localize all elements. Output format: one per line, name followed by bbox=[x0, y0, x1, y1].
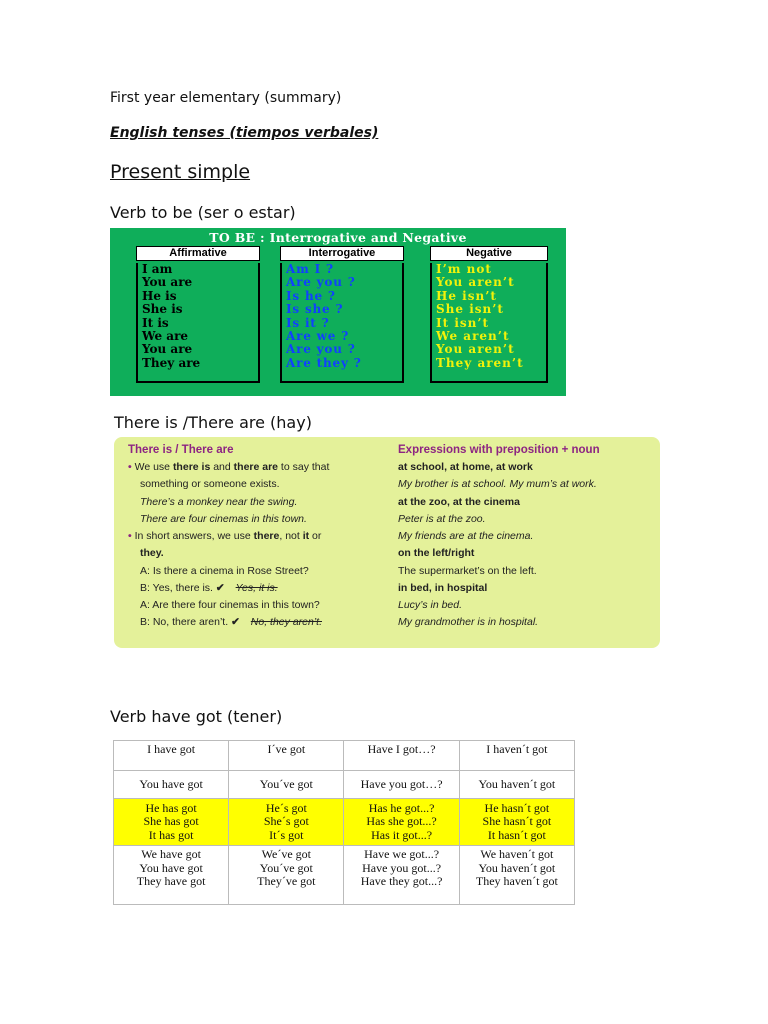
there-is-line: There are four cinemas in this town. bbox=[140, 513, 307, 525]
to-be-row: They are bbox=[142, 355, 201, 370]
there-is-heading: There is /There are (hay) bbox=[114, 413, 312, 432]
to-be-row: I am bbox=[142, 262, 173, 276]
line-bold: there are bbox=[233, 461, 279, 473]
line-text: We use bbox=[131, 461, 173, 473]
line-text: B: Yes, there is. bbox=[140, 582, 213, 594]
negative-header: Negative bbox=[430, 246, 548, 261]
to-be-row: He isn’t bbox=[436, 288, 497, 303]
table-cell: You haven´t got bbox=[459, 771, 574, 799]
expression-line: My brother is at school. My mum’s at work. bbox=[398, 478, 597, 490]
to-be-row: You are bbox=[142, 275, 193, 290]
table-row bbox=[114, 846, 575, 905]
there-is-line: A: Is there a cinema in Rose Street? bbox=[140, 565, 309, 577]
line-text: , not bbox=[279, 530, 303, 542]
to-be-row: They aren’t bbox=[436, 355, 524, 370]
to-be-row: Are we ? bbox=[286, 328, 350, 343]
table-cell: Has he got...? Has she got...? Has it got...? bbox=[344, 799, 459, 846]
to-be-row: We aren’t bbox=[436, 328, 510, 343]
expression-line: on the left/right bbox=[398, 547, 475, 559]
expression-line: My friends are at the cinema. bbox=[398, 530, 534, 542]
table-cell: You´ve got bbox=[229, 771, 344, 799]
to-be-chart bbox=[110, 228, 566, 396]
table-cell: He has got She has got It has got bbox=[114, 799, 229, 846]
line-bold: it bbox=[302, 530, 310, 542]
summary-title: First year elementary (summary) bbox=[110, 90, 342, 106]
to-be-row: Am I ? bbox=[286, 262, 334, 276]
line-text: or bbox=[309, 530, 322, 542]
there-is-line bbox=[128, 530, 321, 543]
expression-line: at the zoo, at the cinema bbox=[398, 496, 520, 508]
have-got-heading: Verb have got (tener) bbox=[110, 707, 283, 726]
table-cell: We´ve got You´ve got They´ve got bbox=[229, 846, 344, 905]
table-cell: I´ve got bbox=[229, 741, 344, 771]
to-be-row: It isn’t bbox=[436, 315, 490, 330]
table-row-highlighted bbox=[114, 799, 575, 846]
to-be-row: It is bbox=[142, 315, 169, 330]
table-cell: Have we got...? Have you got...? Have they got...? bbox=[344, 846, 459, 905]
to-be-row: Are they ? bbox=[286, 355, 362, 370]
to-be-row: We are bbox=[142, 328, 189, 343]
table-cell: I have got bbox=[114, 741, 229, 771]
to-be-row: I’m not bbox=[436, 262, 492, 276]
wrong-answer: Yes, it is. bbox=[235, 582, 278, 594]
wrong-answer: No, they aren’t. bbox=[250, 616, 322, 628]
line-bold: there is bbox=[172, 461, 211, 473]
tenses-title: English tenses (tiempos verbales) bbox=[110, 125, 379, 141]
interrogative-column bbox=[280, 246, 404, 383]
table-cell: We have got You have got They have got bbox=[114, 846, 229, 905]
to-be-row: Are you ? bbox=[286, 275, 356, 290]
there-is-line bbox=[128, 461, 329, 474]
there-is-line bbox=[140, 616, 322, 629]
to-be-row: Is it ? bbox=[286, 315, 330, 330]
interrogative-header: Interrogative bbox=[280, 246, 404, 261]
there-is-title: There is / There are bbox=[128, 444, 234, 456]
bullet: • bbox=[128, 530, 132, 542]
to-be-row: She is bbox=[142, 302, 183, 317]
table-row bbox=[114, 771, 575, 799]
to-be-row: You aren’t bbox=[436, 275, 515, 290]
affirmative-header: Affirmative bbox=[136, 246, 260, 261]
expression-line: Lucy’s in bed. bbox=[398, 599, 463, 611]
expression-line: in bed, in hospital bbox=[398, 582, 488, 594]
to-be-row: Is he ? bbox=[286, 288, 336, 303]
expression-line: My grandmother is in hospital. bbox=[398, 616, 539, 628]
to-be-row: Are you ? bbox=[286, 342, 356, 357]
to-be-row: He is bbox=[142, 288, 177, 303]
to-be-title: TO BE : Interrogative and Negative bbox=[209, 230, 467, 245]
there-is-line: A: Are there four cinemas in this town? bbox=[140, 599, 320, 611]
expressions-title: Expressions with preposition + noun bbox=[398, 444, 600, 456]
line-text: to say that bbox=[278, 461, 330, 473]
verb-to-be-heading: Verb to be (ser o estar) bbox=[110, 203, 296, 222]
to-be-row: Is she ? bbox=[286, 302, 344, 317]
table-cell: You have got bbox=[114, 771, 229, 799]
table-cell: Have I got…? bbox=[344, 741, 459, 771]
table-cell: I haven´t got bbox=[459, 741, 574, 771]
to-be-row: You are bbox=[142, 342, 193, 357]
there-is-line: they. bbox=[140, 547, 164, 559]
line-bold: there bbox=[253, 530, 280, 542]
bullet: • bbox=[128, 461, 132, 473]
affirmative-column bbox=[136, 246, 260, 383]
table-row bbox=[114, 741, 575, 771]
there-is-box bbox=[114, 437, 660, 648]
to-be-row: She isn’t bbox=[436, 302, 504, 317]
present-simple-heading: Present simple bbox=[110, 161, 251, 183]
there-is-line: There’s a monkey near the swing. bbox=[140, 496, 298, 508]
line-text: and bbox=[210, 461, 234, 473]
table-cell: He´s got She´s got It´s got bbox=[229, 799, 344, 846]
to-be-row: You aren’t bbox=[436, 342, 515, 357]
there-is-line bbox=[140, 582, 278, 595]
table-cell: We haven´t got You haven´t got They haven´t got bbox=[459, 846, 574, 905]
expression-line: Peter is at the zoo. bbox=[398, 513, 486, 525]
line-text: In short answers, we use bbox=[131, 530, 254, 542]
check-icon: ✔ bbox=[215, 582, 225, 594]
have-got-table bbox=[113, 740, 575, 905]
table-cell: Have you got…? bbox=[344, 771, 459, 799]
check-icon: ✔ bbox=[231, 616, 240, 628]
expression-line: at school, at home, at work bbox=[398, 461, 533, 473]
negative-column bbox=[430, 246, 548, 383]
table-cell: He hasn´t got She hasn´t got It hasn´t got bbox=[459, 799, 574, 846]
expression-line: The supermarket’s on the left. bbox=[398, 565, 537, 577]
line-text: B: No, there aren’t. bbox=[140, 616, 229, 628]
there-is-line: something or someone exists. bbox=[140, 478, 280, 490]
